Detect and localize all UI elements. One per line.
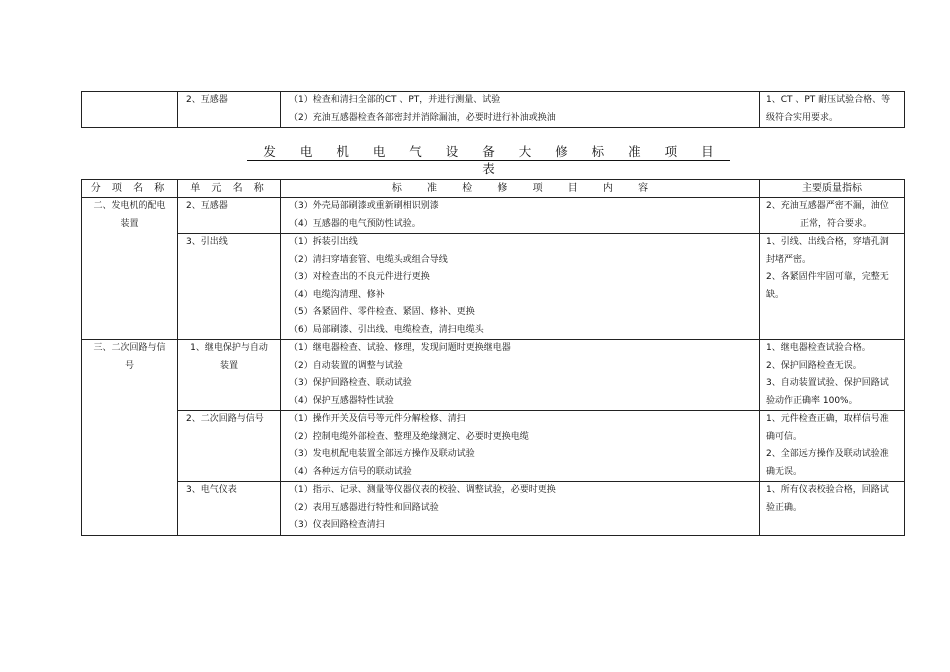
quality-line: 缺。 bbox=[766, 289, 785, 300]
quality-cell bbox=[760, 92, 905, 128]
page-title: 发 电 机 电 气 设 备 大 修 标 准 项 目 表 bbox=[247, 143, 730, 161]
quality-cell bbox=[760, 234, 905, 340]
item-line: （2）自动装置的调整与试验 bbox=[289, 360, 403, 371]
item-line: （3）保护回路检查、联动试验 bbox=[289, 378, 412, 388]
unit-name: 装置 bbox=[219, 360, 238, 371]
section-cell bbox=[82, 198, 178, 340]
item-line: （3）对检查出的不良元件进行更换 bbox=[289, 272, 430, 282]
quality-line: 1、元件检查正确，取样信号准 bbox=[766, 414, 889, 424]
table-row bbox=[82, 340, 905, 411]
quality-line: 2、充油互感器严密不漏，油位 bbox=[766, 201, 889, 211]
item-line: （5）各紧固件、零件检查、紧固、修补、更换 bbox=[289, 307, 475, 317]
items-cell bbox=[281, 411, 760, 482]
quality-line: 验正确。 bbox=[766, 502, 803, 513]
unit-name: 2、二次回路与信号 bbox=[186, 414, 264, 424]
item-line: （1）操作开关及信号等元件分解检修、清扫 bbox=[289, 414, 466, 424]
quality-line: 1、所有仪表校验合格，回路试 bbox=[766, 485, 889, 495]
unit-name: 2、互感器 bbox=[186, 201, 228, 211]
item-line: （2）充油互感器检查各部密封并消除漏油，必要时进行补油或换油 bbox=[289, 112, 556, 123]
item-line: （2）清扫穿墙套管、电缆头或组合导线 bbox=[289, 254, 448, 265]
unit-cell bbox=[178, 411, 281, 482]
unit-name: 2、互感器 bbox=[186, 95, 228, 105]
quality-cell bbox=[760, 482, 905, 536]
quality-line: 验动作正确率 100%。 bbox=[766, 395, 858, 406]
unit-cell bbox=[178, 340, 281, 411]
quality-line: 1、CT 、PT 耐压试验合格、等 bbox=[766, 95, 891, 105]
item-line: （1）指示、记录、测量等仪器仪表的校验、调整试验，必要时更换 bbox=[289, 485, 556, 495]
unit-cell bbox=[178, 234, 281, 340]
item-line: （2）表用互感器进行特性和回路试验 bbox=[289, 502, 439, 513]
unit-cell bbox=[178, 92, 281, 128]
items-cell bbox=[281, 340, 760, 411]
section-name-line: 三、二次回路与信 bbox=[93, 343, 166, 353]
quality-line: 封堵严密。 bbox=[766, 254, 812, 265]
header-quality: 主要质量指标 bbox=[760, 180, 905, 198]
unit-cell bbox=[178, 198, 281, 234]
standard-items-table bbox=[81, 179, 905, 536]
table-header-row bbox=[82, 180, 905, 198]
item-line: （4）保护互感器特性试验 bbox=[289, 395, 394, 406]
quality-line: 2、各紧固件牢固可靠，完整无 bbox=[766, 272, 889, 282]
quality-cell bbox=[760, 411, 905, 482]
unit-name: 3、引出线 bbox=[186, 237, 228, 247]
header-section-name: 分 项 名 称 bbox=[82, 180, 178, 198]
quality-cell bbox=[760, 340, 905, 411]
item-line: （4）电缆沟清理、修补 bbox=[289, 289, 385, 300]
table-row bbox=[82, 234, 905, 340]
item-line: （2）控制电缆外部检查、整理及绝缘测定、必要时更换电缆 bbox=[289, 431, 529, 442]
quality-line: 确无误。 bbox=[766, 466, 803, 477]
item-line: （4）各种远方信号的联动试验 bbox=[289, 466, 412, 477]
section-name-line: 装置 bbox=[120, 218, 139, 229]
table-row bbox=[82, 92, 905, 128]
items-cell bbox=[281, 92, 760, 128]
items-cell bbox=[281, 234, 760, 340]
section-name-line: 二、发电机的配电 bbox=[93, 201, 166, 211]
quality-line: 级符合实用要求。 bbox=[766, 112, 839, 123]
items-cell bbox=[281, 198, 760, 234]
item-line: （3）仪表回路检查清扫 bbox=[289, 520, 385, 530]
item-line: （3）外壳局部刷漆或重新刷相识别漆 bbox=[289, 201, 439, 211]
table-row bbox=[82, 411, 905, 482]
item-line: （6）局部刷漆、引出线、电缆检查，清扫电缆头 bbox=[289, 324, 484, 335]
section-cell bbox=[82, 92, 178, 128]
unit-name: 1、继电保护与自动 bbox=[190, 343, 268, 353]
quality-line: 2、全部远方操作及联动试验准 bbox=[766, 449, 889, 459]
section-name-line: 号 bbox=[124, 360, 134, 371]
table-row bbox=[82, 198, 905, 234]
item-line: （4）互感器的电气预防性试验。 bbox=[289, 218, 421, 229]
continued-table bbox=[81, 91, 905, 128]
header-unit-name: 单 元 名 称 bbox=[178, 180, 281, 198]
quality-line: 3、自动装置试验、保护回路试 bbox=[766, 378, 889, 388]
section-cell bbox=[82, 340, 178, 536]
table-row bbox=[82, 482, 905, 536]
item-line: （3）发电机配电装置全部远方操作及联动试验 bbox=[289, 449, 475, 459]
items-cell bbox=[281, 482, 760, 536]
item-line: （1）继电器检查、试验、修理，发现问题时更换继电器 bbox=[289, 343, 511, 353]
quality-line: 1、继电器检查试验合格。 bbox=[766, 343, 871, 353]
quality-line: 1、引线、出线合格，穿墙孔洞 bbox=[766, 237, 889, 247]
quality-line: 确可信。 bbox=[766, 431, 803, 442]
unit-name: 3、电气仪表 bbox=[186, 485, 237, 495]
unit-cell bbox=[178, 482, 281, 536]
item-line: （1）检查和清扫全部的CT 、PT，并进行测量、试验 bbox=[289, 95, 501, 105]
header-content: 标 准 检 修 项 目 内 容 bbox=[281, 180, 760, 198]
item-line: （1）拆装引出线 bbox=[289, 237, 358, 247]
quality-line: 2、保护回路检查无误。 bbox=[766, 360, 862, 371]
quality-cell bbox=[760, 198, 905, 234]
quality-line: 正常，符合要求。 bbox=[800, 218, 873, 229]
